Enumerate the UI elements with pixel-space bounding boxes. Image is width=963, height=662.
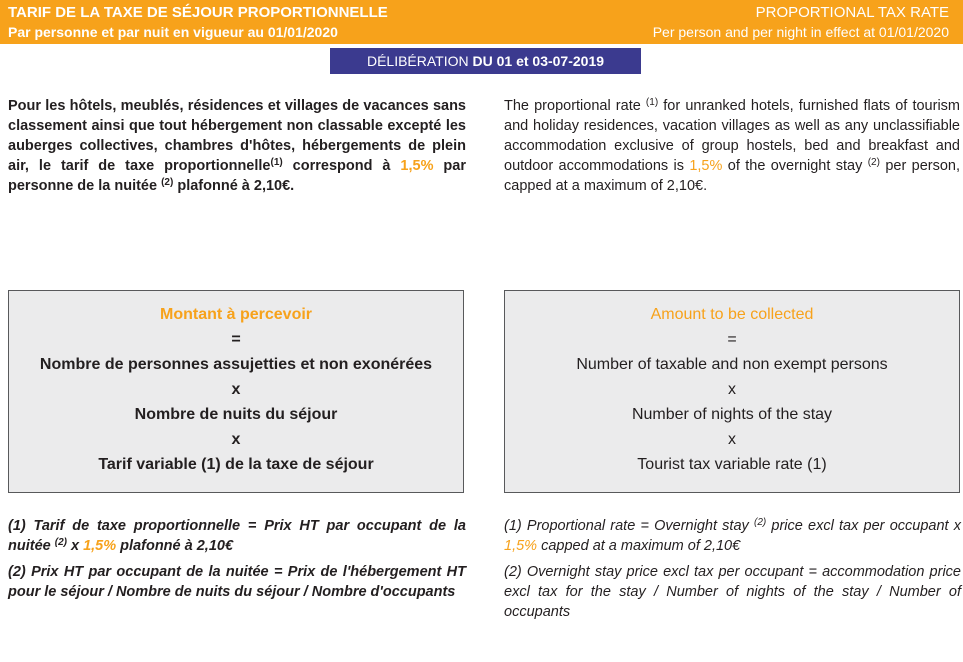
formula-en-equals: = <box>727 331 737 348</box>
intro-en-footnote-1: (1) <box>645 97 659 108</box>
formula-en-times-2: x <box>728 431 736 448</box>
formula-fr-equals: = <box>231 331 241 348</box>
footnote-en-1-text-2: price excl tax per occupant x <box>766 518 961 534</box>
formula-box-fr <box>8 290 464 493</box>
formula-fr-times-2: x <box>231 431 241 448</box>
footnote-fr-1-text-1: (1) Tarif de taxe proportionnelle = Prix HT par occupant de la nuitée <box>8 518 466 554</box>
header-title-en: PROPORTIONAL TAX RATE <box>755 4 949 21</box>
intro-en-rate: 1,5% <box>689 158 723 174</box>
formula-fr-times-1: x <box>231 381 241 398</box>
formula-en-line-1: Number of taxable and non exempt persons <box>576 356 888 373</box>
intro-fr-text-2: correspond à <box>282 158 401 174</box>
formula-box-en <box>504 290 960 493</box>
header-title-fr: TARIF DE LA TAXE DE SÉJOUR PROPORTIONNELLE <box>8 4 388 21</box>
intro-en-text-2: for unranked hotels, furnished flats of tourism and holiday residences, vacation villages as well as any unclassifiable accommodation exclusive of group hostels, bed and breakfast and outdoor accommodations is <box>504 98 960 174</box>
footnote-fr-1-sup: (2) <box>54 537 67 548</box>
footnote-fr-1 <box>8 516 466 556</box>
footnote-fr-1-rate: 1,5% <box>83 538 117 554</box>
header-subtitle-en: Per person and per night in effect at 01/01/2020 <box>652 24 949 40</box>
footnote-fr-1-text-2: x <box>66 538 84 554</box>
deliberation-banner <box>330 48 641 74</box>
footnote-en-1-sup: (2) <box>753 517 767 528</box>
formula-en-times-1: x <box>728 381 736 398</box>
intro-fr-text-1: Pour les hôtels, meublés, résidences et villages de vacances sans classement ainsi que tout hébergement non classable excepté les auberges collectives, chambres d'hôtes, hébergements de plein air, le tarif de taxe proportionnelle <box>8 98 466 174</box>
intro-en-footnote-2: (2) <box>867 157 880 168</box>
intro-fr-rate: 1,5% <box>400 158 434 174</box>
formula-fr-title: Montant à percevoir <box>159 306 313 323</box>
deliberation-prefix: DÉLIBÉRATION <box>366 53 469 69</box>
intro-en-text-1: The proportional rate <box>504 98 646 114</box>
intro-en-text-3: of the overnight stay <box>722 158 868 174</box>
formula-fr-line-1: Nombre de personnes assujetties et non exonérées <box>39 356 433 373</box>
intro-fr-text-3: par personne de la nuitée <box>8 158 466 194</box>
formula-en-title: Amount to be collected <box>650 306 814 323</box>
formula-en-line-2: Number of nights of the stay <box>631 406 833 423</box>
formula-fr-line-3: Tarif variable (1) de la taxe de séjour <box>98 456 374 473</box>
header-bar <box>0 0 963 44</box>
intro-fr-footnote-1: (1) <box>270 157 283 168</box>
intro-fr-text-4: plafonné à 2,10€. <box>173 178 295 194</box>
footnote-fr-2: (2) Prix HT par occupant de la nuitée = Prix de l'hébergement HT pour le séjour / Nombre de nuits du séjour / Nombre d'occupants <box>8 564 466 600</box>
header-subtitle-fr: Par personne et par nuit en vigueur au 01/01/2020 <box>8 24 338 40</box>
footnote-en-1-text-3: capped at a maximum of 2,10€ <box>537 538 741 554</box>
deliberation-date: DU 01 et 03-07-2019 <box>472 53 605 69</box>
footnote-en-1-text-1: (1) Proportional rate = Overnight stay <box>504 518 754 534</box>
intro-paragraph-fr <box>8 96 466 196</box>
footnote-en-2: (2) Overnight stay price excl tax per occupant = accommodation price excl tax for the stay / Number of nights of the stay / Number of occupants <box>504 564 961 620</box>
footnote-en-1-rate: 1,5% <box>504 538 538 554</box>
intro-paragraph-en <box>504 96 960 196</box>
formula-en-line-3: Tourist tax variable rate (1) <box>637 456 827 473</box>
footnotes-fr <box>8 516 466 608</box>
formula-fr-line-2: Nombre de nuits du séjour <box>134 406 338 423</box>
footnotes-en <box>504 516 961 628</box>
footnote-fr-1-text-3: plafonné à 2,10€ <box>116 538 234 554</box>
footnote-en-1 <box>504 516 961 556</box>
intro-en-text-4: per person, capped at a maximum of 2,10€. <box>504 158 960 194</box>
intro-fr-footnote-2: (2) <box>161 177 174 188</box>
